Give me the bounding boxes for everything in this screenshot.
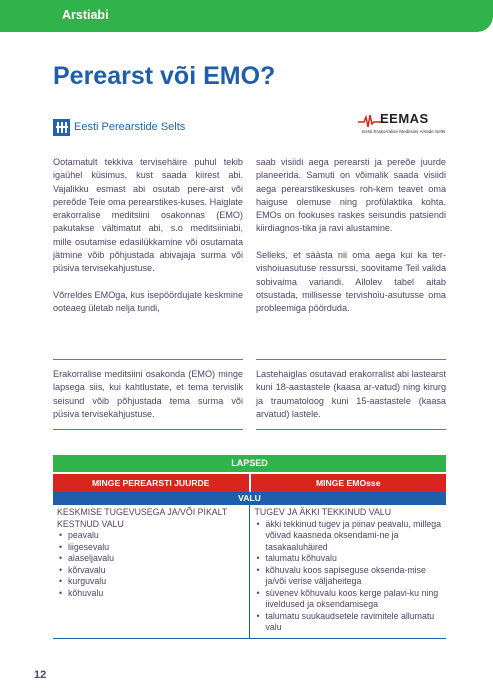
intro-paragraph: Ootamatult tekkiva tervisehäire puhul tekib igaühel küsimus, kust saada kiirest abi. Vajalikku esmast abi osutab pere-arst või pereõde Teie oma perearstikes-kuses. Haiglate erakorralise meditsiini osakonnas (EMO) pakutakse vältimatut abi, s.o meditsiiniabi, mille osutamise edasilükkamine või osutamata jätmine võib põhjustada abivajaja surma või püsiva tervisekahjustuse.	[53, 157, 243, 274]
list-item: • liigesevalu	[57, 542, 247, 554]
section-divider	[256, 429, 446, 430]
intro-paragraph: saab visiidi aega perearsti ja pereõe juurde planeerida. Samuti on võimalik saada visiidi aega perearstikeskuses roh-kem teavet oma haiguse olemuse ning profülaktika kohta. EMOs on fookuses raskes seisundis patsiendi kiirdiagnos-tika ja ravi alustamine.	[256, 157, 446, 234]
list-item: • kõhuvalu koos sapiseguse oksenda-mise ja/või verise väljaheitega	[255, 565, 445, 588]
table-row	[53, 505, 446, 638]
eps-logo-name: Eesti Perearstide Selts	[74, 121, 186, 133]
gp-cell-heading: KESKMISE TUGEVUSEGA JA/VÕI PIKALT KESTNUD VALU	[57, 507, 228, 529]
intro-left-column	[53, 156, 243, 316]
eemas-logo	[358, 110, 454, 140]
table-column-headers	[53, 474, 446, 492]
list-item: • peavalu	[57, 530, 247, 542]
section-title: Arstiabi	[62, 8, 109, 22]
section-divider	[256, 359, 446, 360]
page-title: Perearst või EMO?	[53, 62, 276, 90]
eemas-wordmark: EEMAS	[380, 111, 429, 126]
eps-emblem-icon	[53, 119, 70, 136]
eemas-tagline: Eesti Erakorralise Meditsiini Arstide Selts	[362, 129, 446, 134]
section-header	[0, 0, 493, 32]
section-divider	[53, 429, 243, 430]
column-header-gp: MINGE PEREARSTI JUURDE	[53, 474, 249, 492]
emo-cell	[249, 505, 447, 638]
gp-symptom-list	[57, 530, 247, 599]
table-group-header: LAPSED	[53, 455, 446, 472]
table-category-header: VALU	[53, 492, 446, 505]
list-item: • talumatu kõhuvalu	[255, 553, 445, 565]
section-divider	[53, 359, 243, 360]
list-item: • kurguvalu	[57, 576, 247, 588]
gp-cell	[53, 505, 249, 638]
children-info-text: Lastehaiglas osutavad erakorralist abi lastearst kuni 18-aastastele (kaasa ar-vatud) ning kirurg ja traumatoloog kuni 15-aastastele (kaasa arvatud) lastele.	[256, 369, 446, 419]
list-item: • kõhuvalu	[57, 588, 247, 600]
list-item: • äkki tekkinud tugev ja piinav peavalu, millega võivad kaasneda oksendami-ne ja tasakaaluhäired	[255, 519, 445, 554]
table-bottom-border	[53, 638, 446, 639]
intro-right-column	[256, 156, 446, 316]
guidance-table	[53, 455, 446, 639]
intro-paragraph: Võrreldes EMOga, kus isepöördujate keskmine ooteaeg ületab nelja tundi,	[53, 289, 243, 314]
list-item: • alaseljavalu	[57, 553, 247, 565]
list-item: • talumatu suukaudsetele ravimitele allumatu valu	[255, 611, 445, 634]
children-info-text: Erakorralise meditsiini osakonda (EMO) minge lapsega siis, kui kahtlustate, et tema tervislik seisund võib põhjustada tema surma või püsiva tervisekahjustuse.	[53, 369, 243, 419]
children-info-right	[256, 368, 446, 421]
page-number: 12	[34, 669, 47, 681]
children-info-left	[53, 368, 243, 421]
column-header-emo: MINGE EMOsse	[251, 474, 447, 492]
emo-cell-heading: TUGEV JA ÄKKI TEKKINUD VALU	[254, 507, 392, 517]
list-item: • süvenev kõhuvalu koos kerge palavi-ku ning iiveldused ja oksendamisega	[255, 588, 445, 611]
eps-logo	[53, 118, 185, 136]
list-item: • kõrvavalu	[57, 565, 247, 577]
intro-paragraph: Selleks, et säästa nii oma aega kui ka ter-vishoiuasutuse ressurssi, soovitame Teil valida sobivaima variandi. Allolev tabel aitab otsustada, millisesse tervishoiu-asutusse oma probleemiga pöörduda.	[256, 250, 446, 314]
emo-symptom-list	[255, 519, 445, 634]
